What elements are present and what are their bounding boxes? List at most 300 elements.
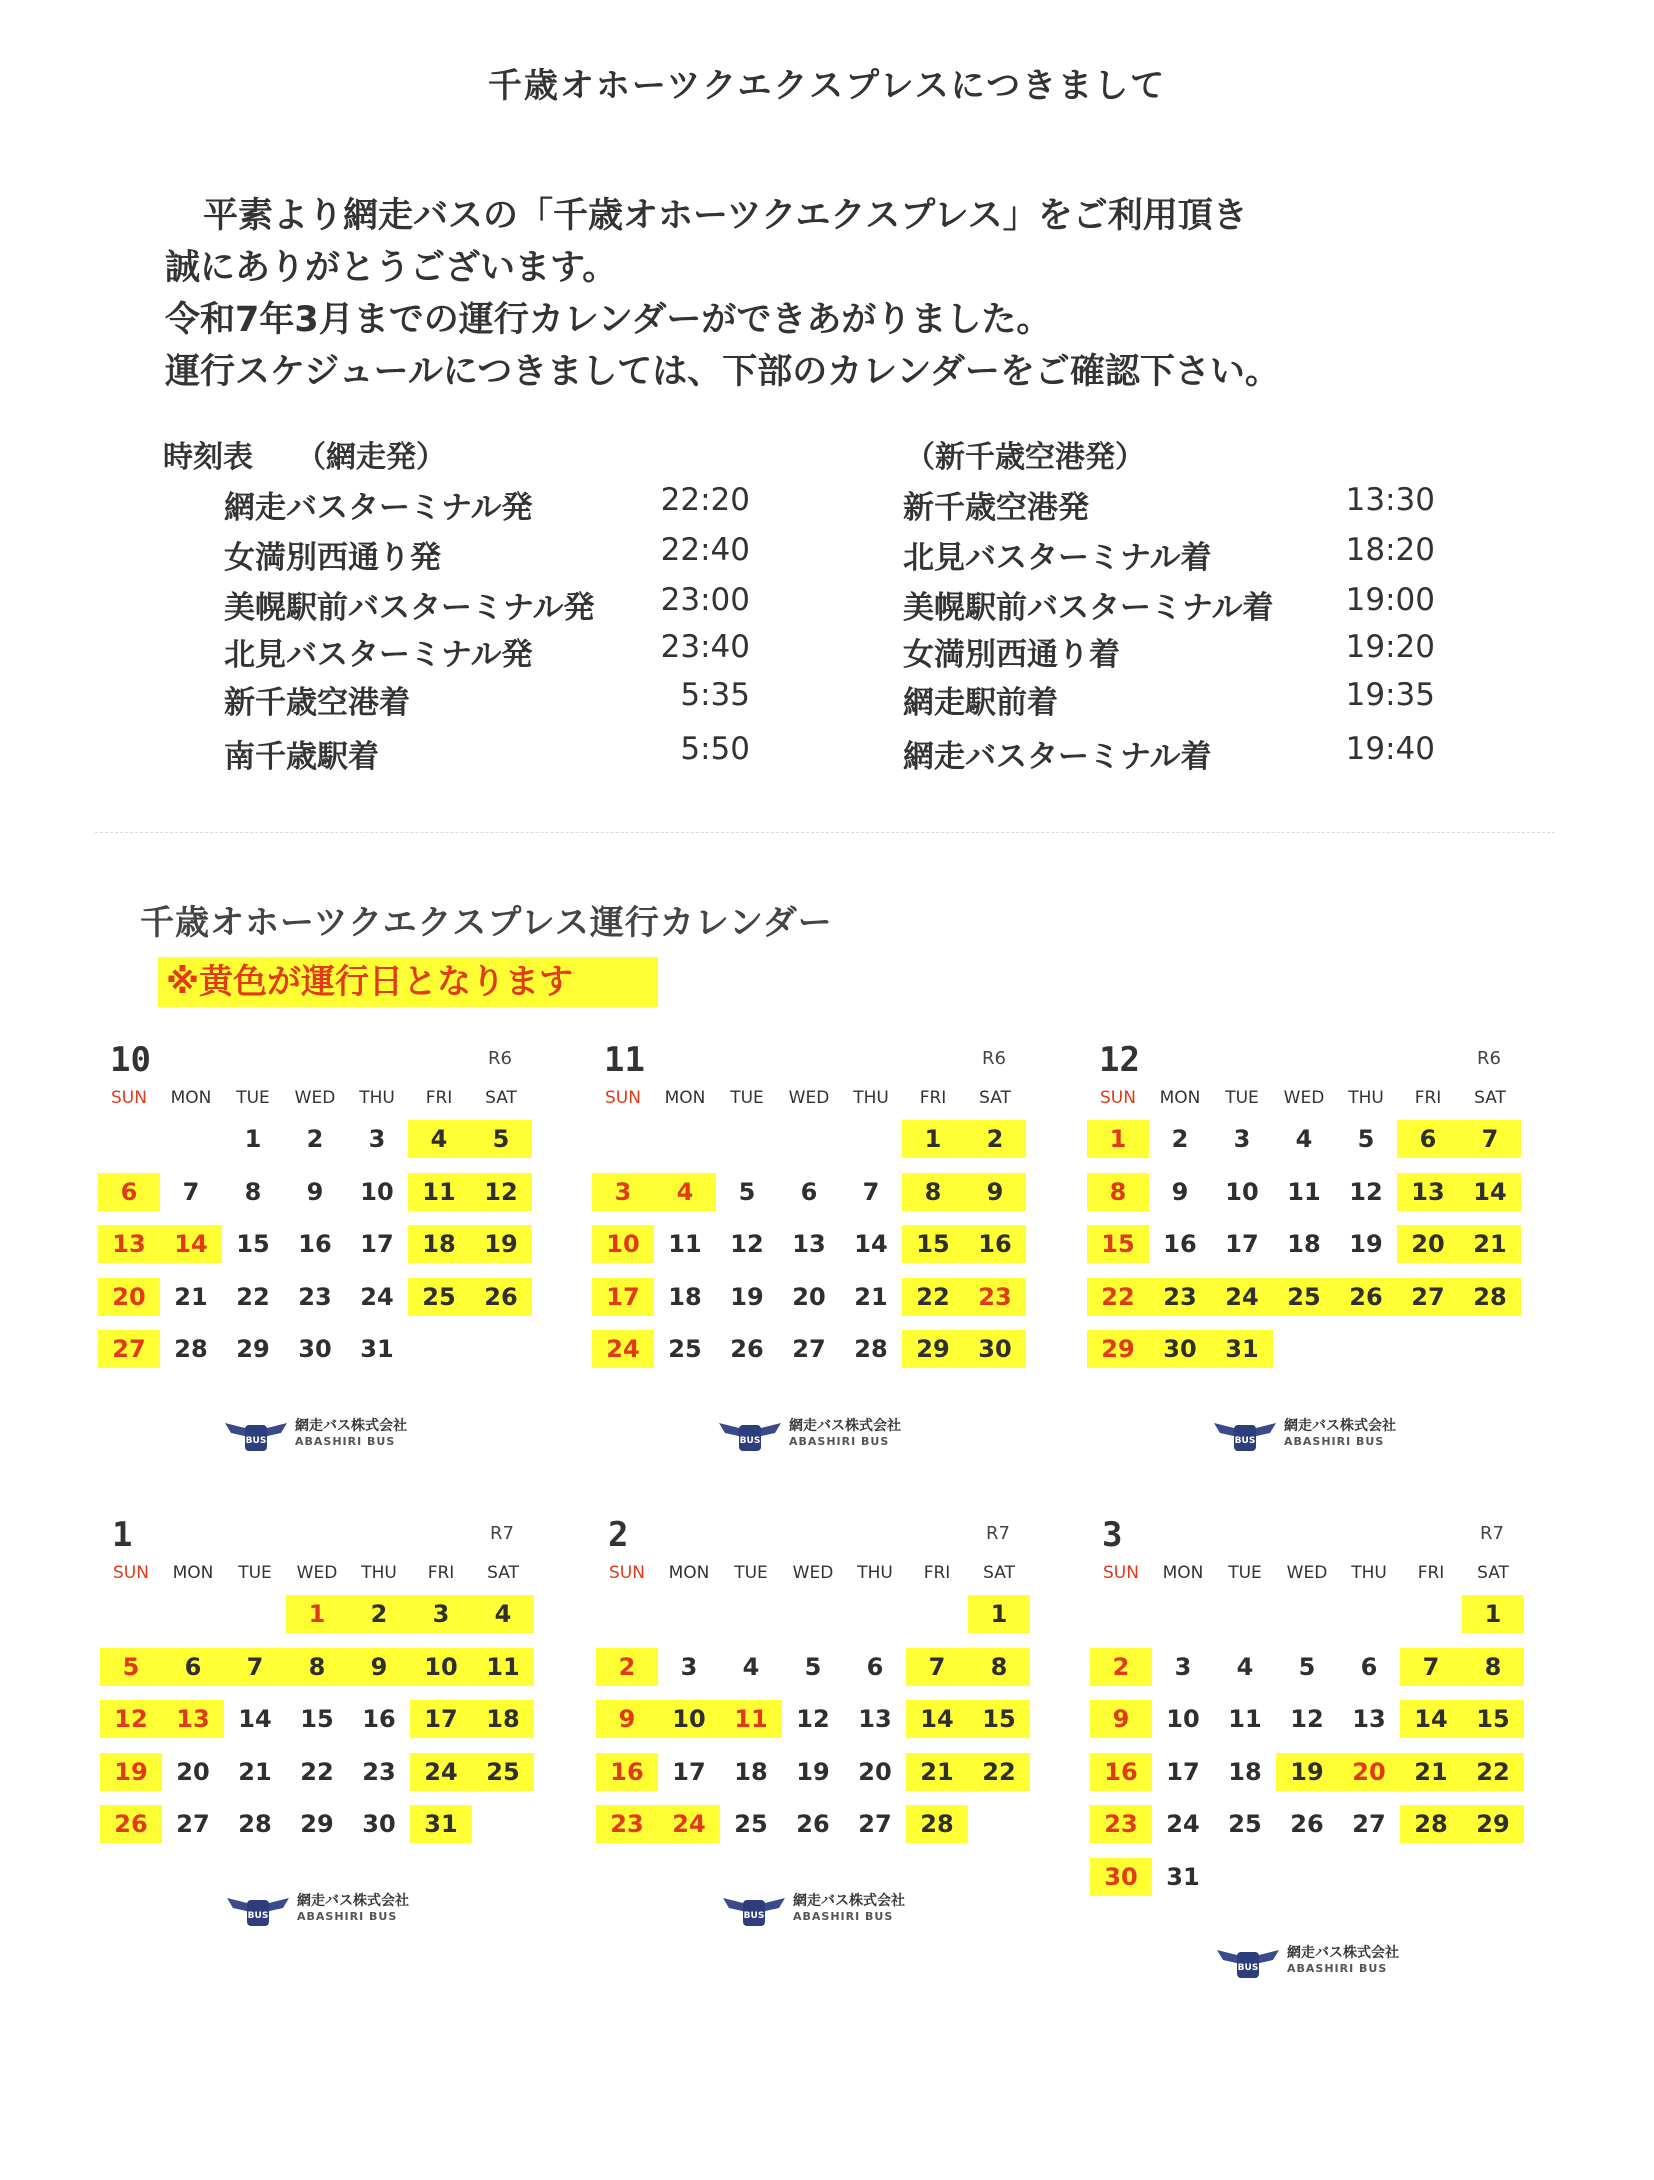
timetable-stop: 南千歳駅着 xyxy=(224,739,379,775)
calendar-day: 18 xyxy=(486,1705,520,1733)
timetable-label: 時刻表 xyxy=(163,440,253,475)
month-calendar-2 xyxy=(596,1515,1066,1935)
weekday-label: THU xyxy=(1348,1088,1384,1108)
calendar-day: 13 xyxy=(1352,1705,1386,1733)
calendar-day: 21 xyxy=(1414,1757,1448,1786)
calendar-day: 5 xyxy=(738,1177,756,1206)
weekday-label: SAT xyxy=(485,1088,517,1108)
logo-company-name: 網走バス株式会社 xyxy=(789,1417,901,1434)
calendar-day: 9 xyxy=(986,1177,1004,1206)
calendar-day: 4 xyxy=(742,1652,760,1681)
calendar-day: 31 xyxy=(1166,1862,1200,1891)
calendar-day: 9 xyxy=(370,1652,388,1681)
timetable-stop: 網走バスターミナル発 xyxy=(224,490,533,526)
calendar-day: 22 xyxy=(300,1757,334,1786)
calendar-day: 5 xyxy=(122,1652,140,1681)
calendar-day: 7 xyxy=(862,1177,880,1206)
calendar-day: 18 xyxy=(422,1230,456,1258)
calendar-day: 24 xyxy=(424,1757,458,1786)
weekday-label: WED xyxy=(788,1088,830,1108)
weekday-label: SUN xyxy=(609,1563,645,1583)
logo-company-sub: ABASHIRI BUS xyxy=(1284,1434,1385,1448)
calendar-day: 16 xyxy=(610,1757,644,1786)
calendar-day: 18 xyxy=(1228,1757,1262,1786)
era-label: R7 xyxy=(490,1523,514,1544)
calendar-day: 27 xyxy=(858,1810,892,1838)
logo-mark-text: BUS xyxy=(245,1435,267,1446)
intro-line: 誠にありがとうございます。 xyxy=(165,248,618,288)
logo-company-name: 網走バス株式会社 xyxy=(1287,1945,1399,1961)
weekday-label: SAT xyxy=(1474,1088,1506,1108)
weekday-label: THU xyxy=(359,1088,395,1108)
calendar-note: ※黄色が運行日となります xyxy=(158,957,658,1007)
calendar-day: 27 xyxy=(792,1335,826,1363)
timetable-time: 18:20 xyxy=(1345,532,1435,568)
weekday-label: SUN xyxy=(1103,1563,1139,1583)
calendar-day: 28 xyxy=(1414,1810,1448,1838)
calendar-day: 6 xyxy=(800,1177,818,1206)
calendar-day: 7 xyxy=(182,1177,200,1206)
timetable-time: 22:40 xyxy=(660,532,750,568)
calendar-day: 14 xyxy=(920,1705,954,1733)
calendar-day: 3 xyxy=(1233,1125,1251,1153)
logo-company-name: 網走バス株式会社 xyxy=(793,1892,905,1909)
calendar-day: 4 xyxy=(1295,1125,1313,1153)
calendar-day: 1 xyxy=(244,1125,262,1153)
calendar-day: 29 xyxy=(236,1335,270,1363)
weekday-label: FRI xyxy=(1417,1563,1445,1583)
logo-company-sub: ABASHIRI BUS xyxy=(297,1909,398,1923)
calendar-day: 17 xyxy=(1166,1757,1200,1786)
calendar-day: 13 xyxy=(858,1705,892,1733)
month-calendar-3 xyxy=(1090,1515,1560,1975)
weekday-label: SAT xyxy=(983,1563,1015,1583)
calendar-day: 7 xyxy=(928,1652,946,1681)
calendar-day: 15 xyxy=(236,1230,270,1258)
weekday-label: MON xyxy=(664,1088,706,1108)
abashiri-bus-logo xyxy=(721,1886,981,1936)
calendar-day: 1 xyxy=(990,1600,1008,1628)
timetable-stop: 女満別西通り着 xyxy=(903,637,1120,673)
calendar-day: 23 xyxy=(1163,1282,1197,1311)
calendar-day: 14 xyxy=(1473,1177,1507,1206)
calendar-day: 13 xyxy=(176,1705,210,1733)
month-number: 12 xyxy=(1099,1040,1140,1080)
logo-company-name: 網走バス株式会社 xyxy=(297,1892,409,1909)
calendar-day: 17 xyxy=(672,1757,706,1786)
calendar-day: 17 xyxy=(606,1282,640,1311)
weekday-label: TUE xyxy=(1225,1088,1259,1108)
month-calendar-10 xyxy=(98,1040,568,1460)
calendar-day: 3 xyxy=(432,1600,450,1628)
calendar-day: 6 xyxy=(866,1652,884,1681)
calendar-day: 15 xyxy=(916,1230,950,1258)
document-title: 千歳オホーツクエクスプレスにつきまして xyxy=(487,66,1167,106)
calendar-day: 24 xyxy=(672,1810,706,1838)
intro-line: 平素より網走バスの「千歳オホーツクエクスプレス」をご利用頂き xyxy=(203,196,1248,236)
bus-wings-icon xyxy=(1215,1938,1281,1982)
weekday-label: THU xyxy=(361,1563,397,1583)
calendar-day: 2 xyxy=(1171,1125,1189,1153)
calendar-day: 8 xyxy=(244,1177,262,1206)
weekday-label: WED xyxy=(296,1563,338,1583)
calendar-day: 19 xyxy=(114,1757,148,1786)
timetable-heading-abashiri: （網走発） xyxy=(296,440,446,475)
logo-mark-text: BUS xyxy=(739,1435,761,1446)
bus-wings-icon xyxy=(1212,1411,1278,1455)
timetable-time: 5:35 xyxy=(680,677,750,713)
calendar-day: 7 xyxy=(246,1652,264,1681)
timetable-time: 19:35 xyxy=(1345,677,1435,713)
calendar-day: 6 xyxy=(184,1652,202,1681)
logo-company-sub: ABASHIRI BUS xyxy=(789,1434,890,1448)
logo-company-sub: ABASHIRI BUS xyxy=(793,1909,894,1923)
calendar-day: 12 xyxy=(1290,1705,1324,1733)
calendar-day: 23 xyxy=(362,1757,396,1786)
calendar-day: 25 xyxy=(486,1757,520,1786)
calendar-day: 12 xyxy=(730,1230,764,1258)
calendar-day: 19 xyxy=(484,1230,518,1258)
abashiri-bus-logo xyxy=(1212,1411,1472,1461)
calendar-day: 19 xyxy=(1290,1757,1324,1786)
calendar-day: 26 xyxy=(114,1810,148,1838)
weekday-label: SAT xyxy=(1477,1563,1509,1583)
calendar-day: 2 xyxy=(986,1125,1004,1153)
timetable-time: 19:00 xyxy=(1345,582,1435,618)
calendar-day: 14 xyxy=(854,1230,888,1258)
timetable-stop: 網走バスターミナル着 xyxy=(903,739,1212,775)
calendar-day: 24 xyxy=(1166,1810,1200,1838)
calendar-day: 31 xyxy=(360,1335,394,1363)
calendar-day: 14 xyxy=(1414,1705,1448,1733)
calendar-day: 26 xyxy=(1290,1810,1324,1838)
calendar-day: 5 xyxy=(1298,1652,1316,1681)
timetable-stop: 女満別西通り発 xyxy=(224,540,441,576)
calendar-day: 30 xyxy=(362,1810,396,1838)
month-number: 10 xyxy=(110,1040,151,1080)
timetable-time: 19:20 xyxy=(1345,629,1435,665)
calendar-day: 25 xyxy=(422,1282,456,1311)
calendar-day: 9 xyxy=(618,1705,636,1733)
calendar-day: 16 xyxy=(362,1705,396,1733)
calendar-day: 26 xyxy=(484,1282,518,1311)
bus-wings-icon xyxy=(225,1886,291,1930)
calendar-day: 28 xyxy=(174,1335,208,1363)
section-divider xyxy=(95,832,1555,834)
weekday-label: FRI xyxy=(923,1563,951,1583)
bus-wings-icon xyxy=(717,1411,783,1455)
calendar-day: 30 xyxy=(1163,1335,1197,1363)
calendar-day: 12 xyxy=(114,1705,148,1733)
timetable-stop: 新千歳空港着 xyxy=(224,685,410,721)
era-label: R6 xyxy=(982,1048,1006,1069)
calendar-day: 1 xyxy=(1109,1125,1127,1153)
weekday-label: SUN xyxy=(111,1088,147,1108)
intro-line: 運行スケジュールにつきましては、下部のカレンダーをご確認下さい。 xyxy=(165,352,1280,392)
timetable-time: 5:50 xyxy=(680,731,750,767)
weekday-label: TUE xyxy=(734,1563,768,1583)
logo-company-name: 網走バス株式会社 xyxy=(295,1417,407,1434)
calendar-day: 28 xyxy=(1473,1282,1507,1311)
calendar-day: 29 xyxy=(1101,1335,1135,1363)
weekday-label: MON xyxy=(172,1563,214,1583)
timetable-stop: 北見バスターミナル着 xyxy=(903,540,1212,576)
weekday-label: SUN xyxy=(113,1563,149,1583)
timetable-heading-chitose: （新千歳空港発） xyxy=(905,440,1145,475)
calendar-day: 25 xyxy=(668,1335,702,1363)
calendar-day: 27 xyxy=(1411,1282,1445,1311)
month-number: 3 xyxy=(1102,1515,1123,1555)
calendar-day: 22 xyxy=(1101,1282,1135,1311)
calendar-day: 13 xyxy=(112,1230,146,1258)
weekday-label: WED xyxy=(294,1088,336,1108)
calendar-day: 26 xyxy=(1349,1282,1383,1311)
month-calendar-11 xyxy=(592,1040,1062,1460)
calendar-day: 15 xyxy=(300,1705,334,1733)
calendar-day: 6 xyxy=(120,1177,138,1206)
calendar-day: 20 xyxy=(1411,1230,1445,1258)
calendar-day: 8 xyxy=(1484,1652,1502,1681)
calendar-day: 3 xyxy=(1174,1652,1192,1681)
calendar-day: 25 xyxy=(734,1810,768,1838)
calendar-day: 23 xyxy=(298,1282,332,1311)
calendar-day: 5 xyxy=(1357,1125,1375,1153)
calendar-day: 12 xyxy=(1349,1177,1383,1206)
era-label: R6 xyxy=(1477,1048,1501,1069)
timetable-stop: 網走駅前着 xyxy=(903,685,1058,721)
calendar-day: 30 xyxy=(298,1335,332,1363)
calendar-day: 19 xyxy=(1349,1230,1383,1258)
weekday-label: WED xyxy=(1286,1563,1328,1583)
calendar-day: 22 xyxy=(916,1282,950,1311)
calendar-day: 24 xyxy=(1225,1282,1259,1311)
calendar-day: 14 xyxy=(238,1705,272,1733)
weekday-label: SAT xyxy=(979,1088,1011,1108)
calendar-day: 16 xyxy=(1163,1230,1197,1258)
abashiri-bus-logo xyxy=(717,1411,977,1461)
calendar-day: 15 xyxy=(982,1705,1016,1733)
calendar-day: 10 xyxy=(1166,1705,1200,1733)
calendar-day: 23 xyxy=(1104,1810,1138,1838)
calendar-day: 21 xyxy=(174,1282,208,1311)
calendar-day: 18 xyxy=(734,1757,768,1786)
calendar-day: 22 xyxy=(1476,1757,1510,1786)
logo-mark-text: BUS xyxy=(743,1910,765,1921)
timetable-stop: 北見バスターミナル発 xyxy=(224,637,533,673)
calendar-day: 6 xyxy=(1419,1125,1437,1153)
calendar-day: 23 xyxy=(610,1810,644,1838)
timetable-time: 23:00 xyxy=(660,582,750,618)
calendar-day: 28 xyxy=(854,1335,888,1363)
calendar-day: 7 xyxy=(1481,1125,1499,1153)
abashiri-bus-logo xyxy=(1215,1938,1475,1988)
calendar-title: 千歳オホーツクエクスプレス運行カレンダー xyxy=(140,903,833,943)
calendar-day: 11 xyxy=(668,1230,702,1258)
calendar-day: 20 xyxy=(112,1282,146,1311)
era-label: R7 xyxy=(986,1523,1010,1544)
calendar-day: 1 xyxy=(924,1125,942,1153)
calendar-day: 2 xyxy=(306,1125,324,1153)
calendar-day: 31 xyxy=(1225,1335,1259,1363)
calendar-day: 1 xyxy=(308,1600,326,1628)
calendar-day: 1 xyxy=(1484,1600,1502,1628)
logo-company-name: 網走バス株式会社 xyxy=(1284,1417,1396,1434)
weekday-label: FRI xyxy=(427,1563,455,1583)
weekday-label: MON xyxy=(1159,1088,1201,1108)
month-number: 11 xyxy=(604,1040,645,1080)
intro-line: 令和7年3月までの運行カレンダーができあがりました。 xyxy=(165,300,1052,340)
calendar-day: 5 xyxy=(492,1125,510,1153)
calendar-day: 28 xyxy=(238,1810,272,1838)
timetable-time: 13:30 xyxy=(1345,482,1435,518)
era-label: R7 xyxy=(1480,1523,1504,1544)
calendar-day: 26 xyxy=(796,1810,830,1838)
weekday-label: THU xyxy=(1351,1563,1387,1583)
calendar-day: 22 xyxy=(982,1757,1016,1786)
month-number: 1 xyxy=(112,1515,133,1555)
calendar-day: 25 xyxy=(1228,1810,1262,1838)
weekday-label: FRI xyxy=(1414,1088,1442,1108)
weekday-label: SUN xyxy=(605,1088,641,1108)
timetable-stop: 美幌駅前バスターミナル発 xyxy=(224,590,595,626)
calendar-day: 3 xyxy=(368,1125,386,1153)
calendar-day: 11 xyxy=(1228,1705,1262,1733)
calendar-day: 20 xyxy=(792,1282,826,1311)
calendar-day: 19 xyxy=(730,1282,764,1311)
month-calendar-12 xyxy=(1087,1040,1557,1460)
calendar-day: 10 xyxy=(1225,1177,1259,1206)
calendar-day: 29 xyxy=(300,1810,334,1838)
weekday-label: WED xyxy=(792,1563,834,1583)
calendar-day: 15 xyxy=(1101,1230,1135,1258)
calendar-day: 11 xyxy=(734,1705,768,1733)
calendar-day: 20 xyxy=(858,1757,892,1786)
calendar-day: 9 xyxy=(306,1177,324,1206)
weekday-label: FRI xyxy=(919,1088,947,1108)
calendar-day: 23 xyxy=(978,1282,1012,1311)
logo-mark-text: BUS xyxy=(1234,1435,1256,1446)
weekday-label: THU xyxy=(857,1563,893,1583)
calendar-day: 8 xyxy=(1109,1177,1127,1206)
calendar-day: 12 xyxy=(484,1177,518,1206)
calendar-day: 10 xyxy=(606,1230,640,1258)
calendar-day: 20 xyxy=(176,1757,210,1786)
abashiri-bus-logo xyxy=(225,1886,485,1936)
weekday-label: TUE xyxy=(1228,1563,1262,1583)
calendar-day: 11 xyxy=(422,1177,456,1206)
calendar-day: 18 xyxy=(668,1282,702,1311)
weekday-label: TUE xyxy=(730,1088,764,1108)
calendar-day: 30 xyxy=(978,1335,1012,1363)
weekday-label: MON xyxy=(1162,1563,1204,1583)
calendar-day: 25 xyxy=(1287,1282,1321,1311)
calendar-day: 16 xyxy=(298,1230,332,1258)
timetable-time: 19:40 xyxy=(1345,731,1435,767)
calendar-day: 9 xyxy=(1112,1705,1130,1733)
calendar-day: 10 xyxy=(360,1177,394,1206)
calendar-day: 4 xyxy=(676,1177,694,1206)
calendar-day: 2 xyxy=(1112,1652,1130,1681)
bus-wings-icon xyxy=(223,1411,289,1455)
calendar-day: 10 xyxy=(672,1705,706,1733)
calendar-day: 12 xyxy=(796,1705,830,1733)
calendar-day: 27 xyxy=(1352,1810,1386,1838)
calendar-day: 22 xyxy=(236,1282,270,1311)
era-label: R6 xyxy=(488,1048,512,1069)
weekday-label: FRI xyxy=(425,1088,453,1108)
calendar-day: 13 xyxy=(792,1230,826,1258)
timetable-stop: 新千歳空港発 xyxy=(903,490,1089,526)
weekday-label: MON xyxy=(170,1088,212,1108)
calendar-day: 14 xyxy=(174,1230,208,1258)
calendar-day: 4 xyxy=(1236,1652,1254,1681)
calendar-day: 11 xyxy=(1287,1177,1321,1206)
calendar-day: 28 xyxy=(920,1810,954,1838)
weekday-label: MON xyxy=(668,1563,710,1583)
calendar-day: 8 xyxy=(990,1652,1008,1681)
calendar-day: 26 xyxy=(730,1335,764,1363)
logo-company-sub: ABASHIRI BUS xyxy=(1287,1962,1388,1975)
weekday-label: WED xyxy=(1283,1088,1325,1108)
month-calendar-1 xyxy=(100,1515,570,1935)
calendar-day: 30 xyxy=(1104,1862,1138,1891)
calendar-day: 8 xyxy=(924,1177,942,1206)
weekday-label: THU xyxy=(853,1088,889,1108)
calendar-day: 6 xyxy=(1360,1652,1378,1681)
weekday-label: SUN xyxy=(1100,1088,1136,1108)
timetable-time: 23:40 xyxy=(660,629,750,665)
weekday-label: SAT xyxy=(487,1563,519,1583)
calendar-day: 11 xyxy=(486,1652,520,1681)
timetable-stop: 美幌駅前バスターミナル着 xyxy=(903,590,1274,626)
calendar-day: 24 xyxy=(606,1335,640,1363)
weekday-label: TUE xyxy=(236,1088,270,1108)
weekday-label: TUE xyxy=(238,1563,272,1583)
calendar-day: 17 xyxy=(424,1705,458,1733)
logo-mark-text: BUS xyxy=(247,1910,269,1921)
calendar-day: 29 xyxy=(1476,1810,1510,1838)
calendar-day: 5 xyxy=(804,1652,822,1681)
calendar-day: 19 xyxy=(796,1757,830,1786)
calendar-day: 21 xyxy=(854,1282,888,1311)
calendar-day: 29 xyxy=(916,1335,950,1363)
calendar-day: 7 xyxy=(1422,1652,1440,1681)
calendar-day: 20 xyxy=(1352,1757,1386,1786)
intro-paragraph xyxy=(165,190,1280,398)
calendar-day: 21 xyxy=(920,1757,954,1786)
calendar-day: 3 xyxy=(614,1177,632,1206)
calendar-day: 16 xyxy=(1104,1757,1138,1786)
abashiri-bus-logo xyxy=(223,1411,483,1461)
calendar-day: 9 xyxy=(1171,1177,1189,1206)
calendar-day: 2 xyxy=(618,1652,636,1681)
timetable-time: 22:20 xyxy=(660,482,750,518)
calendar-day: 4 xyxy=(494,1600,512,1628)
calendar-day: 18 xyxy=(1287,1230,1321,1258)
calendar-day: 27 xyxy=(176,1810,210,1838)
calendar-day: 15 xyxy=(1476,1705,1510,1733)
calendar-day: 17 xyxy=(1225,1230,1259,1258)
calendar-day: 13 xyxy=(1411,1177,1445,1206)
calendar-day: 3 xyxy=(680,1652,698,1681)
calendar-day: 2 xyxy=(370,1600,388,1628)
calendar-day: 21 xyxy=(238,1757,272,1786)
bus-wings-icon xyxy=(721,1886,787,1930)
calendar-day: 8 xyxy=(308,1652,326,1681)
calendar-day: 17 xyxy=(360,1230,394,1258)
logo-company-sub: ABASHIRI BUS xyxy=(295,1434,396,1448)
calendar-day: 31 xyxy=(424,1810,458,1838)
